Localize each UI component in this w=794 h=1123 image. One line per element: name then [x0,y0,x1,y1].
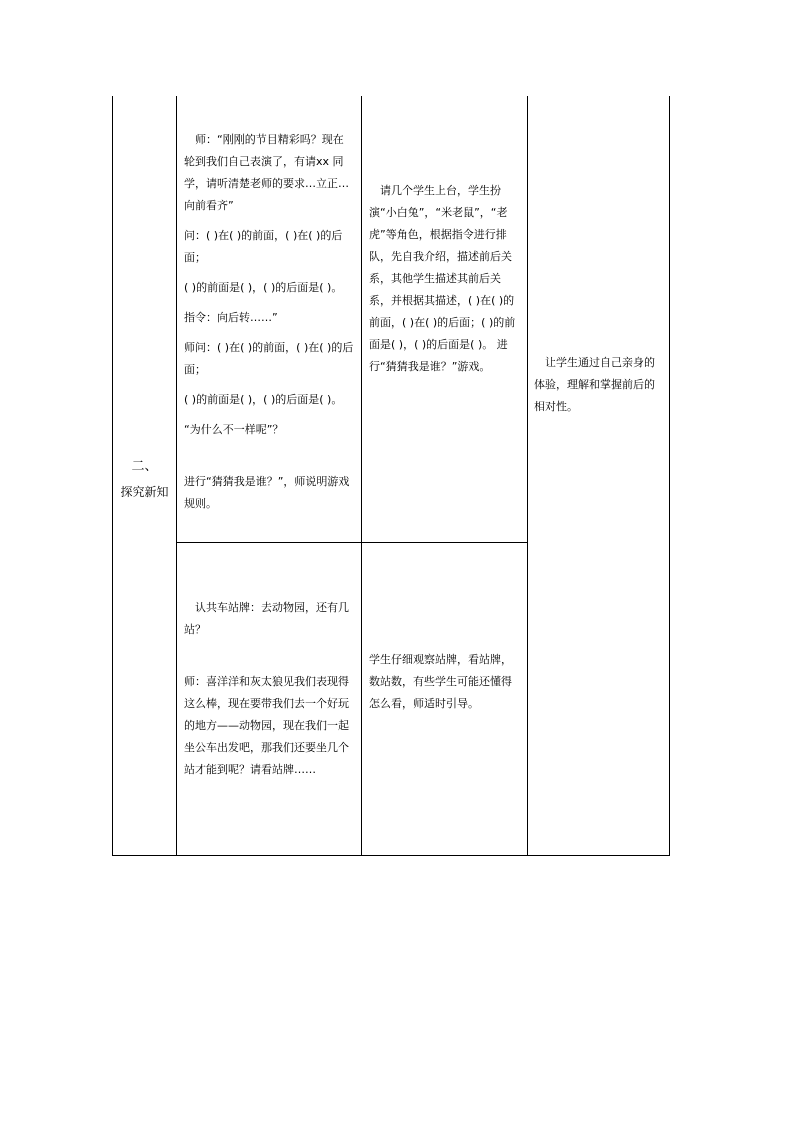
table-border-col3 [527,96,528,856]
table-row-divider [176,542,528,543]
teacher-line: ( )的前面是( )，( )的后面是( )。 [184,281,343,294]
teacher-line: ( )的前面是( )，( )的后面是( )。 [184,393,343,406]
teacher-line: 师：喜洋洋和灰太狼见我们表现得这么棒，现在要带我们去一个好玩的地方——动物园，现在我们一起坐公车出发吧，那我们还要坐几个站才能到呢？请看站牌…… [184,675,349,776]
teacher-line: 问：( )在( )的前面，( )在( )的后面； [184,229,343,264]
teacher-line: “为什么不一样呢”？ [184,423,284,436]
teacher-activity-cell-1 [184,129,354,515]
section-name: 探究新知 [120,485,169,499]
table-border-col2 [361,96,362,856]
student-activity-cell-1: 请几个学生上台，学生扮演“小白兔”，“米老鼠”，“老虎”等角色，根据指令进行排队，先自我介绍，描述前后关系，其他学生描述其前后关系，并根据其描述，( )在( )的前面，( )在( )的后面；( )的前面是( )，( )的后面是( )。 进行“猜猜我是谁？”游戏。 [369,184,516,373]
section-number: 二、 [131,459,158,474]
table-border-col1 [176,96,177,856]
student-activity-cell-2: 学生仔细观察站牌，看站牌，数站数，有些学生可能还懂得怎么看，师适时引导。 [369,653,512,710]
teacher-activity-cell-2 [184,597,354,781]
design-intent-cell: 让学生通过自己亲身的体验，理解和掌握前后的相对性。 [534,356,655,413]
table-border-right [669,96,670,856]
teacher-line: 师问：( )在( )的前面，( )在( )的后面； [184,341,354,376]
table-border-bottom [112,855,670,856]
teacher-line: 进行“猜猜我是谁？”，师说明游戏规则。 [184,475,350,510]
table-border-left [112,96,113,856]
teacher-line: 认共车站牌：去动物园，还有几站？ [184,601,349,636]
teacher-line: 指令：向后转……” [184,311,278,324]
teacher-line: 师：“刚刚的节目精彩吗？现在轮到我们自己表演了，有请xx 同学，请听清楚老师的要求…立正…向前看齐” [184,133,349,212]
